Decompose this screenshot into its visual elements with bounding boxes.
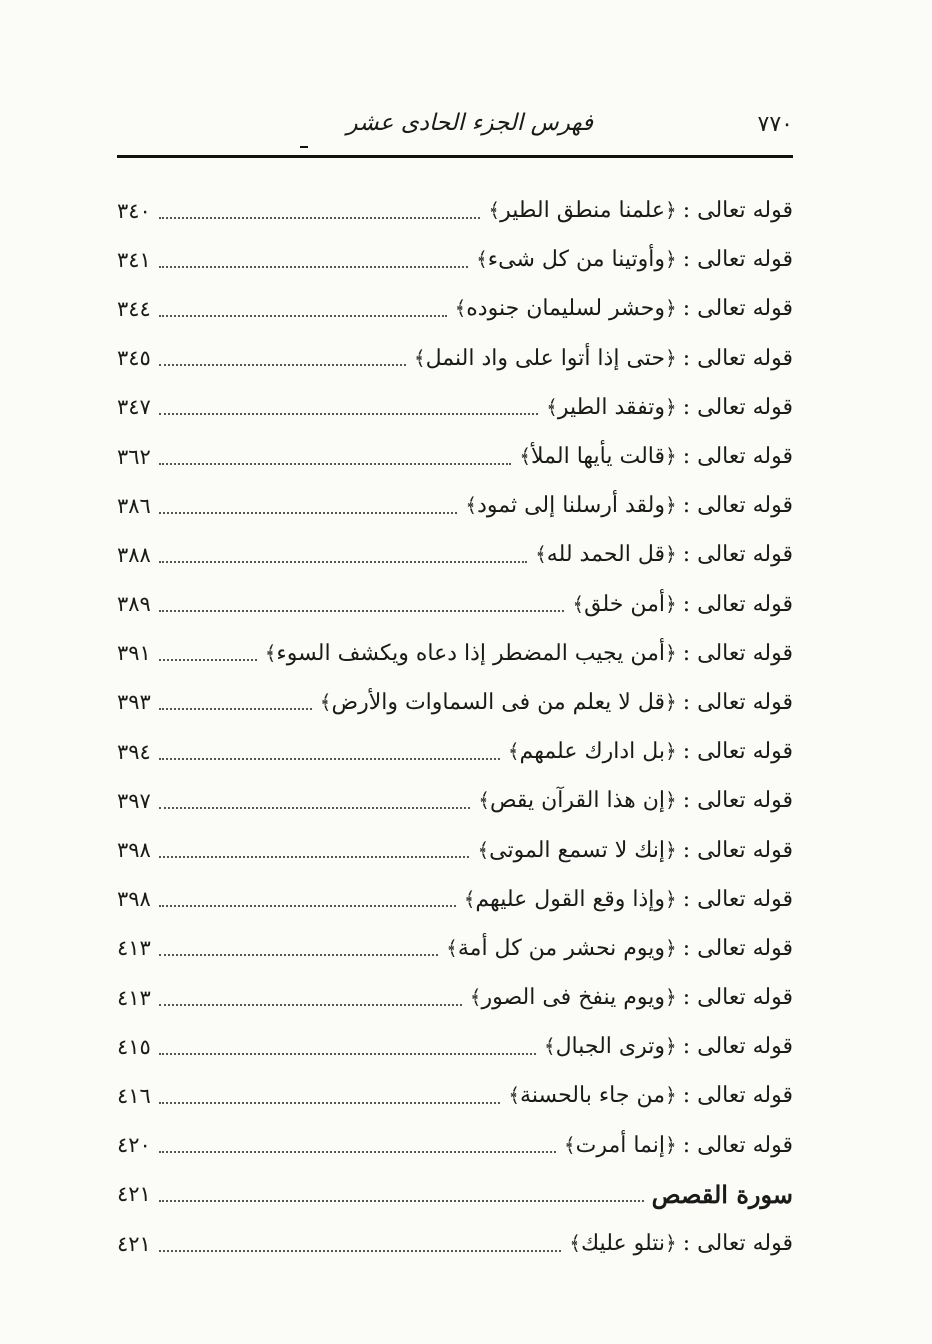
entry-label: قوله تعالى : xyxy=(682,345,793,371)
dot-leader xyxy=(159,659,257,661)
verse-text: ويوم نحشر من كل أمة xyxy=(457,935,666,961)
ornate-bracket-open: ﴿ xyxy=(665,296,677,321)
page-reference: ٤٢١ xyxy=(117,1182,151,1207)
entry-label: قوله تعالى : xyxy=(682,394,793,420)
verse-quote xyxy=(478,788,677,813)
entry-label: قوله تعالى : xyxy=(682,739,793,765)
verse-quote xyxy=(470,985,677,1010)
verse-text: قل لا يعلم من فى السماوات والأرض xyxy=(331,689,666,715)
verse-quote xyxy=(564,1133,677,1158)
entry-label: قوله تعالى : xyxy=(682,591,793,617)
verse-quote xyxy=(488,198,676,223)
toc-entry xyxy=(117,776,793,825)
entry-label: قوله تعالى : xyxy=(682,640,793,666)
verse-quote xyxy=(465,493,676,518)
entry-label: قوله تعالى : xyxy=(682,935,793,961)
table-of-contents xyxy=(117,186,793,1268)
page-reference: ٣٤٤ xyxy=(117,296,151,321)
toc-entry xyxy=(117,530,793,579)
page-reference: ٤١٥ xyxy=(117,1034,151,1059)
ornate-bracket-close: ﴾ xyxy=(563,1132,576,1157)
toc-entry xyxy=(117,580,793,629)
dot-leader xyxy=(159,856,470,858)
ornate-bracket-open: ﴿ xyxy=(665,247,677,272)
dot-leader xyxy=(159,561,527,563)
dot-leader xyxy=(159,217,481,219)
ornate-bracket-close: ﴾ xyxy=(507,739,520,764)
ornate-bracket-open: ﴿ xyxy=(665,689,677,714)
verse-quote xyxy=(569,1231,676,1256)
page-reference: ٣٨٨ xyxy=(117,542,151,567)
ornate-bracket-open: ﴿ xyxy=(665,1083,677,1108)
dot-leader xyxy=(159,1053,536,1055)
dot-leader xyxy=(159,1004,462,1006)
toc-entry xyxy=(117,334,793,383)
toc-entry xyxy=(117,629,793,678)
ornate-bracket-close: ﴾ xyxy=(488,198,501,223)
dot-leader xyxy=(159,266,468,268)
page-reference: ٣٦٢ xyxy=(117,444,151,469)
ornate-bracket-open: ﴿ xyxy=(665,198,677,223)
entry-label: قوله تعالى : xyxy=(682,689,793,715)
ornate-bracket-open: ﴿ xyxy=(665,591,677,616)
verse-text: قل الحمد لله xyxy=(546,542,666,568)
entry-label: قوله تعالى : xyxy=(682,985,793,1011)
dot-leader xyxy=(159,1200,644,1202)
verse-text: حتى إذا أتوا على واد النمل xyxy=(425,345,666,371)
dot-leader xyxy=(159,413,538,415)
ornate-bracket-open: ﴿ xyxy=(665,1132,677,1157)
page-reference: ٣٩٣ xyxy=(117,690,151,715)
verse-quote xyxy=(544,1034,677,1059)
ornate-bracket-close: ﴾ xyxy=(463,886,476,911)
ornate-bracket-close: ﴾ xyxy=(477,837,490,862)
verse-quote xyxy=(414,346,677,371)
ornate-bracket-open: ﴿ xyxy=(665,493,677,518)
verse-quote xyxy=(477,838,676,863)
ornate-bracket-close: ﴾ xyxy=(546,394,558,419)
verse-quote xyxy=(446,936,677,961)
dot-leader xyxy=(159,463,511,465)
verse-quote xyxy=(320,690,677,715)
verse-text: قالت يأيها الملأ xyxy=(531,444,666,470)
page-reference: ٣٩٧ xyxy=(117,788,151,813)
ornate-bracket-open: ﴿ xyxy=(665,1034,677,1059)
verse-text: إنك لا تسمع الموتى xyxy=(489,837,666,863)
ornate-bracket-close: ﴾ xyxy=(264,640,277,665)
verse-text: ويوم ينفخ فى الصور xyxy=(481,985,666,1011)
toc-entry xyxy=(117,186,793,235)
page-reference: ٣٩٨ xyxy=(117,838,151,863)
page-header xyxy=(117,100,793,154)
toc-entry xyxy=(117,383,793,432)
verse-quote xyxy=(476,247,677,272)
dot-leader xyxy=(159,610,565,612)
verse-quote xyxy=(265,641,677,666)
entry-label: قوله تعالى : xyxy=(682,1083,793,1109)
ornate-bracket-close: ﴾ xyxy=(543,1034,556,1059)
verse-text: وترى الجبال xyxy=(555,1034,666,1060)
toc-entry xyxy=(117,727,793,776)
verse-quote xyxy=(508,1083,676,1108)
verse-quote xyxy=(464,887,677,912)
dot-leader xyxy=(159,512,458,514)
page-reference: ٣٨٦ xyxy=(117,493,151,518)
toc-entry xyxy=(117,284,793,333)
page-reference: ٤١٦ xyxy=(117,1083,151,1108)
ornate-bracket-open: ﴿ xyxy=(665,394,677,419)
toc-entry xyxy=(117,235,793,284)
ornate-bracket-open: ﴿ xyxy=(665,788,677,813)
entry-label: قوله تعالى : xyxy=(682,296,793,322)
toc-entry xyxy=(117,1071,793,1120)
toc-entry xyxy=(117,1022,793,1071)
ornate-bracket-open: ﴿ xyxy=(665,444,677,469)
ornate-bracket-open: ﴿ xyxy=(665,1231,677,1256)
dot-leader xyxy=(159,708,312,710)
page-reference: ٤٢١ xyxy=(117,1231,151,1256)
entry-label: قوله تعالى : xyxy=(682,886,793,912)
ornate-bracket-open: ﴿ xyxy=(665,739,677,764)
running-title: فهرس الجزء الحادى عشر xyxy=(346,110,593,136)
ornate-bracket-open: ﴿ xyxy=(665,837,677,862)
ornate-bracket-close: ﴾ xyxy=(446,935,458,960)
toc-entry xyxy=(117,825,793,874)
header-mark xyxy=(300,146,308,148)
verse-quote xyxy=(519,444,676,469)
verse-quote xyxy=(455,296,677,321)
entry-label: قوله تعالى : xyxy=(682,247,793,273)
header-rule xyxy=(117,155,793,158)
ornate-bracket-close: ﴾ xyxy=(569,1231,582,1256)
entry-label: قوله تعالى : xyxy=(682,1231,793,1257)
page-reference: ٣٩١ xyxy=(117,641,151,666)
verse-text: من جاء بالحسنة xyxy=(520,1083,666,1109)
dot-leader xyxy=(159,905,456,907)
ornate-bracket-close: ﴾ xyxy=(319,689,332,714)
verse-text: وإذا وقع القول عليهم xyxy=(475,886,666,912)
ornate-bracket-open: ﴿ xyxy=(665,640,677,665)
verse-text: إنما أمرت xyxy=(575,1132,666,1158)
verse-quote xyxy=(546,395,677,420)
toc-entry xyxy=(117,1219,793,1268)
entry-label: قوله تعالى : xyxy=(682,493,793,519)
dot-leader xyxy=(159,758,500,760)
dot-leader xyxy=(159,315,447,317)
verse-text: وأوتينا من كل شىء xyxy=(487,247,666,273)
verse-text: وتفقد الطير xyxy=(557,394,666,420)
verse-text: ولقد أرسلنا إلى ثمود xyxy=(477,493,666,519)
page-reference: ٣٩٨ xyxy=(117,887,151,912)
toc-section-heading xyxy=(117,1170,793,1219)
entry-label: قوله تعالى : xyxy=(682,837,793,863)
page-reference: ٣٤١ xyxy=(117,247,151,272)
ornate-bracket-close: ﴾ xyxy=(454,296,467,321)
ornate-bracket-close: ﴾ xyxy=(413,345,426,370)
verse-quote xyxy=(508,739,677,764)
ornate-bracket-close: ﴾ xyxy=(476,247,488,272)
page-reference: ٣٨٩ xyxy=(117,592,151,617)
toc-entry xyxy=(117,875,793,924)
verse-text: علمنا منطق الطير xyxy=(500,198,666,224)
ornate-bracket-open: ﴿ xyxy=(665,985,677,1010)
entry-label: قوله تعالى : xyxy=(682,444,793,470)
verse-quote xyxy=(572,592,676,617)
ornate-bracket-open: ﴿ xyxy=(665,345,677,370)
section-title: سورة القصص xyxy=(651,1179,793,1209)
verse-quote xyxy=(535,542,677,567)
dot-leader xyxy=(159,1151,556,1153)
verse-text: أمن خلق xyxy=(584,591,666,617)
page-reference: ٣٤٠ xyxy=(117,198,151,223)
verse-text: نتلو عليك xyxy=(581,1231,666,1257)
toc-entry xyxy=(117,678,793,727)
ornate-bracket-open: ﴿ xyxy=(665,542,677,567)
ornate-bracket-close: ﴾ xyxy=(535,542,547,567)
entry-label: قوله تعالى : xyxy=(682,542,793,568)
ornate-bracket-close: ﴾ xyxy=(572,591,585,616)
dot-leader xyxy=(159,1102,500,1104)
page-reference: ٤١٣ xyxy=(117,936,151,961)
ornate-bracket-open: ﴿ xyxy=(665,886,677,911)
entry-label: قوله تعالى : xyxy=(682,1034,793,1060)
ornate-bracket-close: ﴾ xyxy=(478,788,490,813)
verse-text: أمن يجيب المضطر إذا دعاه ويكشف السوء xyxy=(276,640,666,666)
toc-entry xyxy=(117,432,793,481)
dot-leader xyxy=(159,807,470,809)
page-reference: ٣٤٥ xyxy=(117,346,151,371)
verse-text: بل ادارك علمهم xyxy=(519,739,666,765)
toc-entry xyxy=(117,973,793,1022)
page-reference: ٣٩٤ xyxy=(117,739,151,764)
ornate-bracket-close: ﴾ xyxy=(508,1083,521,1108)
ornate-bracket-close: ﴾ xyxy=(519,444,532,469)
verse-text: إن هذا القرآن يقص xyxy=(489,788,666,814)
ornate-bracket-close: ﴾ xyxy=(469,985,482,1010)
toc-entry xyxy=(117,924,793,973)
dot-leader xyxy=(159,954,438,956)
toc-entry xyxy=(117,481,793,530)
page-reference: ٣٤٧ xyxy=(117,395,151,420)
toc-entry xyxy=(117,1121,793,1170)
verse-text: وحشر لسليمان جنوده xyxy=(466,296,666,322)
page-reference: ٤١٣ xyxy=(117,985,151,1010)
ornate-bracket-close: ﴾ xyxy=(465,493,478,518)
entry-label: قوله تعالى : xyxy=(682,1132,793,1158)
dot-leader xyxy=(159,364,406,366)
page-reference: ٤٢٠ xyxy=(117,1133,151,1158)
page-number: ٧٧٠ xyxy=(757,112,793,137)
entry-label: قوله تعالى : xyxy=(682,788,793,814)
ornate-bracket-open: ﴿ xyxy=(665,935,677,960)
entry-label: قوله تعالى : xyxy=(682,198,793,224)
dot-leader xyxy=(159,1250,561,1252)
